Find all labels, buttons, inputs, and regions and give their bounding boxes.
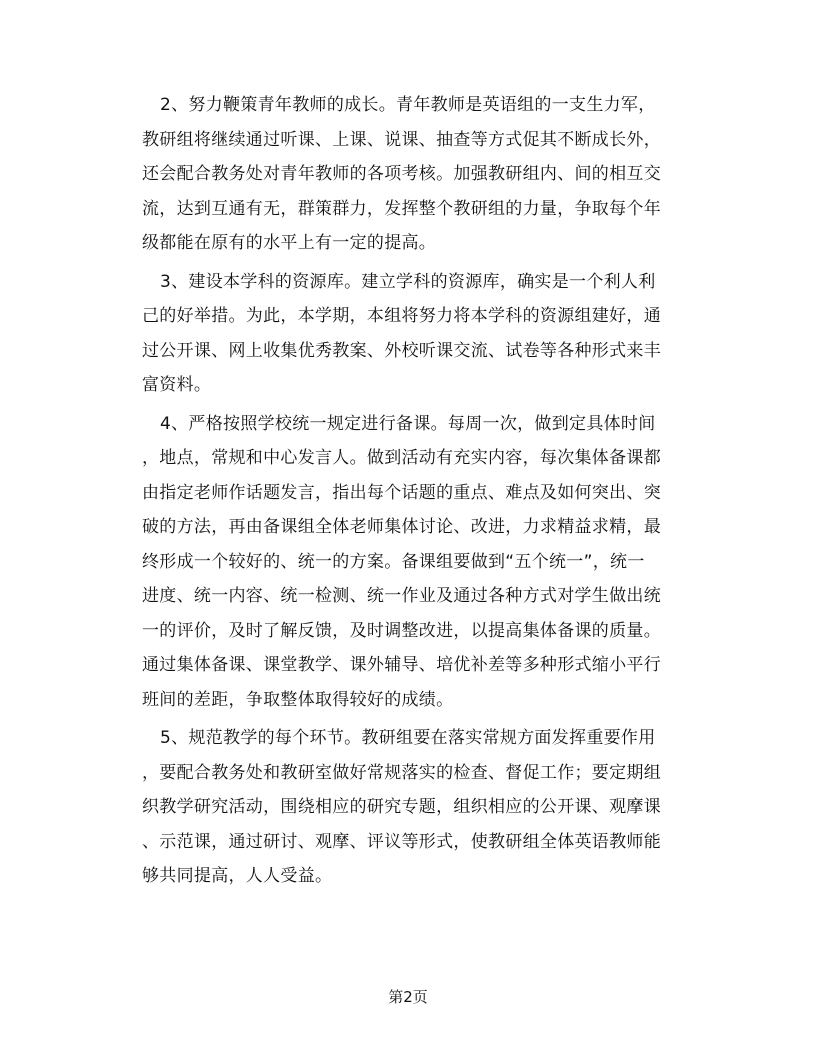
text-line: 班间的差距，争取整体取得较好的成绩。 <box>142 689 454 710</box>
paragraph-teaching-standards <box>142 721 682 894</box>
text-line: 够共同提高，人人受益。 <box>142 866 333 886</box>
text-line: 级都能在原有的水平上有一定的提高。 <box>142 233 437 253</box>
text-line: 由指定老师作话题发言，指出每个话题的重点、难点及如何突出、突 <box>142 482 661 503</box>
text-line: 教研组将继续通过听课、上课、说课、抽查等方式促其不断成长外， <box>142 129 661 150</box>
text-line: 富资料。 <box>142 375 212 395</box>
text-line: 还会配合教务处对青年教师的各项考核。加强教研组内、间的相互交 <box>142 164 661 184</box>
page-number: 第2页 <box>388 988 428 1006</box>
text-line: 3、建设本学科的资源库。建立学科的资源库，确实是一个利人利 <box>160 271 656 292</box>
text-line: 进度、统一内容、统一检测、统一作业及通过各种方式对学生做出统 <box>142 586 661 606</box>
text-line: ，要配合教务处和教研室做好常规落实的检查、督促工作；要定期组 <box>142 762 661 783</box>
text-line: 一的评价，及时了解反馈，及时调整改进，以提高集体备课的质量。 <box>142 620 661 641</box>
paragraph-lesson-preparation <box>142 407 682 718</box>
text-line: 、示范课，通过研讨、观摩、评议等形式，使教研组全体英语教师能 <box>142 831 661 852</box>
text-line: 2、努力鞭策青年教师的成长。青年教师是英语组的一支生力军， <box>160 95 656 115</box>
paragraph-young-teachers <box>142 88 682 261</box>
text-line: 己的好举措。为此，本学期，本组将努力将本学科的资源组建好，通 <box>142 306 661 326</box>
paragraph-resource-library <box>142 265 682 403</box>
text-line: 过公开课、网上收集优秀教案、外校听课交流、试卷等各种形式来丰 <box>142 340 661 361</box>
text-line: 破的方法，再由备课组全体老师集体讨论、改进，力求精益求精，最 <box>142 517 661 537</box>
document-body <box>142 88 682 898</box>
text-line: 终形成一个较好的、统一的方案。备课组要做到“五个统一”，统一 <box>142 551 645 572</box>
text-line: 通过集体备课、课堂教学、课外辅导、培优补差等多种形式缩小平行 <box>142 655 661 675</box>
text-line: 4、严格按照学校统一规定进行备课。每周一次，做到定具体时间 <box>160 413 656 434</box>
text-line: 流，达到互通有无，群策群力，发挥整个教研组的力量，争取每个年 <box>142 198 661 219</box>
text-line: 5、规范教学的每个环节。教研组要在落实常规方面发挥重要作用 <box>160 728 656 748</box>
text-line: 织教学研究活动，围绕相应的研究专题，组织相应的公开课、观摩课 <box>142 797 661 817</box>
text-line: ，地点，常规和中心发言人。做到活动有充实内容，每次集体备课都 <box>142 448 661 468</box>
